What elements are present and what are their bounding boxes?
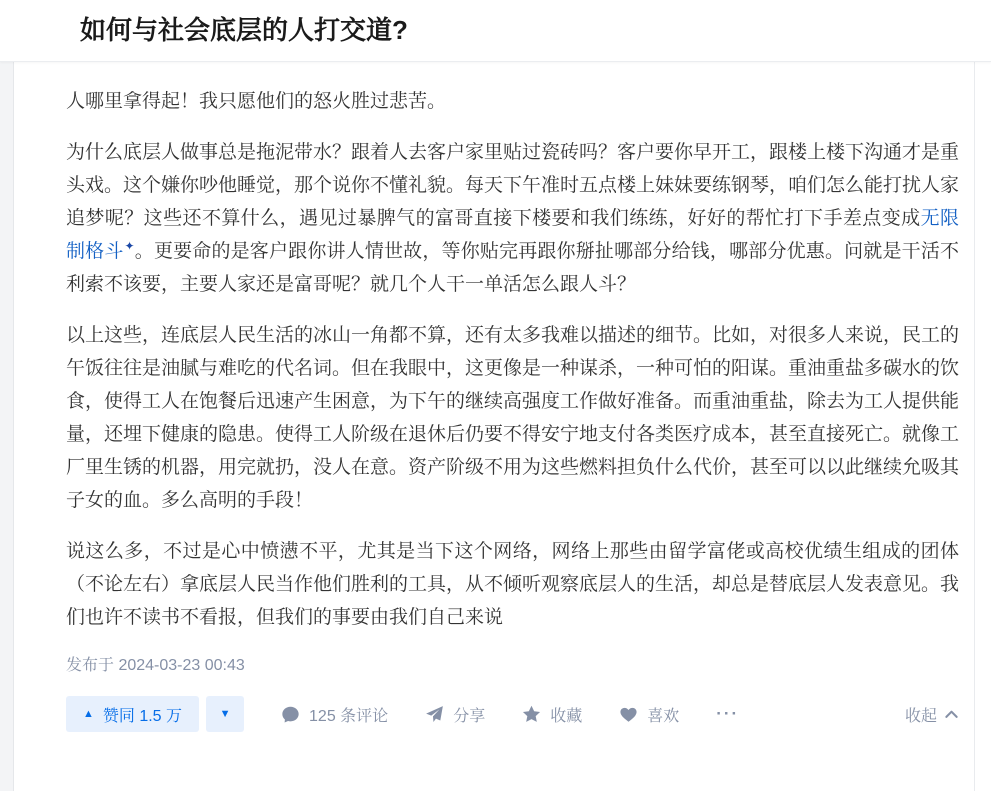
upvote-triangle-icon: ▲ (83, 707, 94, 720)
page-body (0, 62, 991, 791)
answer-content (66, 85, 959, 634)
answer-paragraph-2 (66, 136, 959, 301)
share-button[interactable] (425, 703, 485, 726)
comment-bubble-icon (281, 705, 300, 724)
downvote-button[interactable] (206, 696, 244, 732)
collapse-button[interactable] (905, 703, 959, 726)
upvote-label: 赞同 1.5 万 (102, 707, 183, 725)
paper-plane-icon (425, 705, 444, 724)
heart-icon (619, 705, 638, 724)
upvote-button[interactable] (66, 696, 199, 732)
publish-time: 发布于 2024-03-23 00:43 (66, 657, 245, 674)
collapse-label: 收起 (904, 707, 937, 725)
comments-button[interactable] (281, 703, 388, 726)
downvote-triangle-icon: ▼ (219, 707, 231, 720)
star-icon (522, 705, 541, 724)
chevron-up-icon (944, 707, 959, 722)
more-button[interactable]: ··· (716, 704, 740, 723)
like-label: 喜欢 (647, 707, 680, 725)
paragraph-text: 为什么底层人做事总是拖泥带水？跟着人去客户家里贴过瓷砖吗？客户要你早开工，跟楼上楼下沟通才是重头戏。这个嫌你吵他睡觉，那个说你不懂礼貌。每天下午准时五点楼上妹妹要练钢琴，咱们怎么能打扰人家追梦呢？这些还不算什么，遇见过暴脾气的富哥直接下楼要和我们练练，好好的帮忙打下手差点变成 (66, 142, 960, 229)
question-title[interactable]: 如何与社会底层的人打交道? (80, 14, 408, 45)
answer-card (14, 62, 975, 791)
favorite-button[interactable] (522, 703, 582, 726)
share-label: 分享 (453, 707, 486, 725)
page-gutter (0, 62, 14, 791)
favorite-label: 收藏 (550, 707, 583, 725)
paragraph-text: 。更要命的是客户跟你讲人情世故，等你贴完再跟你掰扯哪部分给钱，哪部分优惠。问就是干活不利索不该要，主要人家还是富哥呢？就几个人干一单活怎么跟人斗？ (66, 241, 959, 295)
comments-label: 125 条评论 (309, 707, 389, 725)
answer-paragraph-3: 以上这些，连底层人民生活的冰山一角都不算，还有太多我难以描述的细节。比如，对很多人来说，民工的午饭往往是油腻与难吃的代名词。但在我眼中，这更像是一种谋杀，一种可怕的阳谋。重油重盐多碳水的饮食，使得工人在饱餐后迅速产生困意，为下午的继续高强度工作做好准备。而重油重盐，除去为工人提供能量，还埋下健康的隐患。使得工人阶级在退休后仍要不得安宁地支付各类医疗成本，甚至直接死亡。就像工厂里生锈的机器，用完就扔，没人在意。资产阶级不用为这些燃料担负什么代价，甚至可以以此继续允吸其子女的血。多么高明的手段！ (66, 325, 960, 511)
action-bar (66, 696, 959, 732)
question-header (0, 0, 991, 62)
answer-paragraph-4: 说这么多，不过是心中愤懑不平，尤其是当下这个网络，网络上那些由留学富佬或高校优绩生组成的团体（不论左右）拿底层人民当作他们胜利的工具，从不倾听观察底层人的生活，却总是替底层人发表意见。我们也许不读书不看报，但我们的事要由我们自己来说 (66, 541, 960, 628)
answer-paragraph-1: 人哪里拿得起！我只愿他们的怒火胜过悲苦。 (66, 91, 447, 112)
sparkle-icon: ✦ (124, 238, 135, 253)
link-text: 无限制格斗 (66, 208, 959, 262)
like-button[interactable] (619, 703, 679, 726)
